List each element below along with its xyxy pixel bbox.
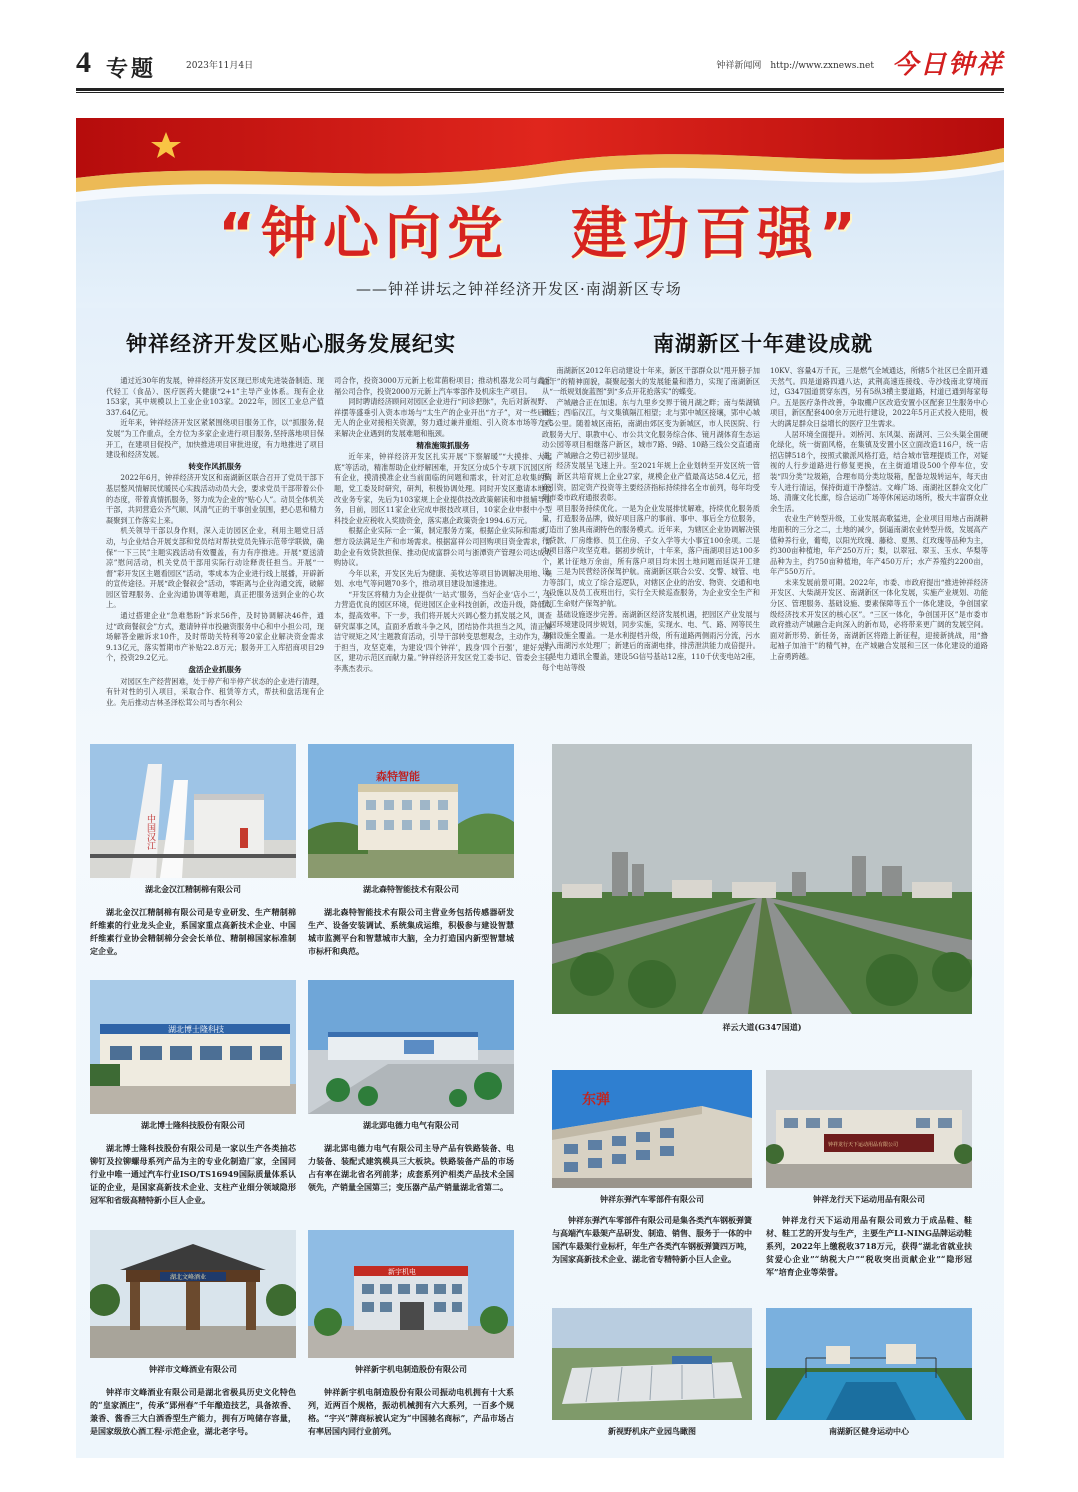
svg-text:森特智能: 森特智能 [376, 770, 420, 783]
svg-text:钟祥龙行天下运动用品有限公司: 钟祥龙行天下运动用品有限公司 [828, 1142, 899, 1148]
special-subheadline: ——钟祥讲坛之钟祥经济开发区·南湖新区专场 [356, 280, 682, 298]
photo-xinshiye [552, 1308, 752, 1420]
photo-description: 钟祥龙行天下运动用品有限公司致力于成品鞋、鞋材、鞋工艺的开发与生产，主要生产LI-NING品牌运动鞋系列，2022年上缴税收3718万元，获得“湖北省就业扶贫爱心企业”“纳税大户”“税收突出贡献企业”“隐形冠军”培育企业等荣誉。 [766, 1215, 972, 1277]
left-article-col1 [106, 376, 324, 736]
svg-text:中国汉江: 中国汉江 [145, 814, 155, 850]
svg-text:湖北文峰酒业: 湖北文峰酒业 [170, 1274, 207, 1281]
masthead-rule [76, 88, 1004, 91]
photo-caption: 湖北金汉江精制棉有限公司 [145, 884, 241, 894]
paragraph: 近年来，钟祥经济开发区紧紧围绕项目服务工作，以“抓服务,促发展”为工作重点，全方位为多家企业进行项目服务,坚持落地项目保开工，在建项目促投产，加快推进项目审批进度，有力地推进了项目建设和经济发展。 [106, 418, 324, 460]
photo-description: 钟祥东弹汽车零部件有限公司是集各类汽车钢板弹簧与高端汽车悬架产品研发、制造、销售、服务于一体的中国汽车悬架行业标杆，年生产各类汽车钢板弹簧四万吨，为国家高新技术企业、湖北省专精特新小巨人企业。 [552, 1215, 752, 1264]
left-article-title: 钟祥经济开发区贴心服务发展纪实 [126, 332, 456, 356]
photo-longxing [766, 1070, 972, 1188]
paragraph: 农业生产转型升级，工业发展高歌猛进，企业项目用地占南湖耕地面积的三分之二，土地的减少，倒逼南湖农业转型升级，发展高产值种养行业，葡萄，以阳光玫瑰、藤稔、夏黑、红玫瑰等品种为主，约300亩种植地，年产250万斤；梨，以翠冠、翠玉、玉水、华梨等品种为主，约750亩种植地，年产450万斤；水产养殖约2200亩，年产550万斤。 [770, 514, 988, 577]
right-article-col2 [770, 366, 988, 736]
newspaper-logo: 今日钟祥 [891, 50, 1004, 80]
masthead-rule-thin [76, 92, 1004, 93]
paragraph: “开发区将精力为企业提供‘一站式’服务，当好企业‘店小二’，全力营造优良的园区环境，促进园区企业科技创新，改造升级，降低成本，提高效率。下一步，我们将开展大兴调心整力抓发展之风，调查研究谋事之风，直面矛盾敢斗争之风，团结协作共担当之风，清正廉洁守规矩之风’主题教育活动，引导干部转变思想观念，主动作为，勇于担当，攻坚克难，为建设‘四个钟祥’，践身‘四个百强’，建好先行区，建功示范区而献力量。”钟祥经济开发区党工委书记、管委会主任李燕杰表示。 [334, 589, 552, 674]
photo-yingdian [308, 980, 514, 1114]
page-number: 4 [76, 46, 91, 79]
paragraph: 通过近30年的发展，钟祥经济开发区现已形成先进装备制造、现代轻工（食品）、医疗医药大健康“2+1”主导产业体系。现有企业153家，其中规模以上工业企业103家。2022年，园区工业总产值337.64亿元。 [106, 376, 324, 417]
photo-caption: 钟祥龙行天下运动用品有限公司 [813, 1194, 925, 1204]
masthead [76, 42, 1004, 90]
photo-caption: 新视野机床产业园鸟瞰图 [608, 1426, 696, 1436]
special-section [76, 118, 1004, 1458]
paragraph: 今年以来，开发区先后为健康、美牧达等项目协调解决用地、规划、水电气等问题70多个，推动项目建设加速推进。 [334, 568, 552, 589]
paragraph: 司合作，投资3000万元新上松茸菌粉项目；推动机器龙公司与鑫宏福公司合作，投资2000万元新上汽车零部件及机床生产项目。 [334, 376, 552, 396]
paragraph: 基础设施逐步完善。南湖新区经济发展机遇，把园区产业发展与人居环境建设同步规划，同步实施，实现水、电、气、路、网等民生基础设施全覆盖。一是水利提档升级，所有道路两侧雨污分流，污水进入南湖污水处理厂；新建后的南湖电排，排涝泄洪能力成倍提升。二是电力通讯全覆盖，建设5G信号基站12座，110千伏变电站2座，每个电站等级 [542, 609, 760, 672]
photo-caption: 钟祥新宇机电制造股份有限公司 [355, 1364, 467, 1374]
svg-text:东弹: 东弹 [582, 1092, 610, 1108]
website-link[interactable]: 钟祥新闻网 http://www.zxnews.net [716, 61, 874, 71]
paragraph: 对园区生产经营困难，处于停产和半停产状态的企业进行清理，有针对性的引入项目，采取合作、租赁等方式，帮扶和盘活现有企业。先后推动吉林圣泽松茸公司与香尔利公 [106, 676, 324, 707]
photo-description: 湖北郢电德力电气有限公司主导产品有铁路装备、电力装备、装配式建筑模具三大板块。铁路装备产品的市场占有率在湖北省名列前茅；成套系列沪相类产品技术全国领先，产销量全国第三；变压器产品产销量湖北省第二。 [308, 1143, 514, 1192]
photo-jinhanjiang [90, 744, 296, 878]
paragraph: 2022年6月，钟祥经济开发区和南湖新区联合召开了党员干部下基层整风情解民忧暖民心实践活动动员大会，要求党员干部带着公仆的态度，带着真情抓服务，努力成为企业的“贴心人”。动员全体机关干部，共同营造公齐气顺、风清气正的干事创业氛围，把心思和精力凝聚到工作落实上来。 [106, 473, 324, 525]
section-subheading: 精准施策抓服务 [416, 440, 470, 450]
paragraph: 产城融合正在加速。东与九里乡交界于镜月湖之畔；南与柴湖镇毗连；西临汉江，与文集镇隔江相望；北与郢中城区接壤，郢中心城区5公里。随着城区南拓，南湖由郊区变为新城区，市人民医院、行政服务大厅、职教中心、市公共文化服务综合体、镜月湖体育生态运动公园等项目相继落户新区，城市7路、9路、10路三线公交直通南湖，产城融合之势已初步显现。 [542, 397, 760, 460]
paragraph: 经济发展呈飞速上升。至2021年规上企业划转至开发区统一管理，新区共培育规上企业27家，规模企业产值最高达58.4亿元，招商引资，固定资产投资等主要经济指标持续排名全市前列，每年均受到市委市政府通报表彰。 [542, 461, 760, 503]
photo-caption: 祥云大道(G347国道) [722, 1022, 802, 1032]
paragraph: 人居环境全面提升。刘桥河、东风渠、南湖河、三公头渠全面硬化绿化，统一街面风格，在集镇及安置小区立面改造116户，统一店招店牌518个，按照式徽派风格打造，结合城市管理提质工作，对疑视的人行步道路进行修复更换，在主街道增设500个停车位，安装“四分类”垃圾箱，合理布局分类垃圾箱，配备垃圾转运车，每天由专人进行清运，保持街道干净整洁。文峰广场、南湖社区群众文化广场、清廉文化长廊，综合运动广场等休闲运动场所，极大丰富群众业余生活。 [770, 429, 988, 513]
special-headline: “钟心向党 建功百强” [218, 202, 862, 267]
section-title: 专题 [106, 56, 157, 82]
paragraph: 未来发展前景可期。2022年，市委、市政府提出“推进钟祥经济开发区、大柴湖开发区、南湖新区一体化发展，实施产业规划、功能分区、管理服务、基础设施、要素保障等五个一体化建设，争创国家级经济技术开发区的核心区”。“三区一体化，争创国开区”是市委市政府推动产城融合走向深入的新布局，必将带来更广阔的发展空间。面对新形势、新任务，南湖新区将踏上新征程，迎接新挑战，用“撸起袖子加油干”的精气神，在产城融合发展和三区一体化建设的道路上奋勇跨越。 [770, 577, 988, 662]
right-article-title: 南湖新区十年建设成就 [653, 332, 873, 356]
photo-boshilong [90, 980, 296, 1114]
photo-sente [308, 744, 514, 878]
paragraph: 近年来，钟祥经济开发区扎实开展“下察解暖”“大摸排、大起底”等活动，精准帮助企业纾解困难，开发区分成5个专项下沉园区所有企业，摸清摸准企业当前面临的问题和需求，针对汇总收集的问题，党工委及时研究，研判，积极协调处理。同时开发区邀请本地技改业务专家，先后为103家规上企业提供技改政策解读和申报辅导服务，目前，园区11家企业完成申报技改项目，10家企业申报中小型科技企业应税收入奖励资金，落实惠企政策资金1994.6万元。 [334, 452, 552, 525]
svg-text:湖北博士隆科技: 湖北博士隆科技 [168, 1025, 224, 1034]
paragraph: 根据企业实际一企一策，制定服务方案，根据企业实际和需求，想方设法满足生产和市场需求。根据富祥公司回购项目资金需求，帮助企业有效贷款担保、推动促成富群公司与浙潭资产管理公司达成收购协议。 [334, 526, 552, 568]
photo-xinyu [308, 1230, 514, 1358]
paragraph: 同时聘请经济顾问对园区企业进行“问诊把脉”，先后对新视野、祥摆等盛垂引入资本市场与“太生产的企业开出“方子”，对一些后继无人的企业对接相关资源，努力通过兼并重组、引入资本市场等方式来解决企业遇到的发展难题和瓶颈。 [334, 397, 552, 438]
paragraph: 机关领导干部以身作则，深入走访园区企业，利用主题党日活动，与企业结合开展支部和党员结对帮扶党员先锋示范带学联做，确保“一下三民”主题实践活动有效覆盖，有力有序推进。开展“夏送清凉”慰问活动，机关党员干部用实际行动诠释责任担当。开展“一督”彩开发区主题看园区”活动，零成本为企业进行线上展播，开辟新的宣传途径。开展“政企餐叙会”活动，零距离与企业沟通交流，破解园区管理服务、企业沟通协调等难题，真正把服务送到企业的心坎上。 [106, 526, 324, 610]
photo-description: 钟祥新宇机电制造股份有限公司振动电机拥有十大系列，近两百个规格，振动机械拥有六大系列，一百多个规格。“宇兴”牌商标被认定为“中国驰名商标”，产品市场占有率居国内同行业前列。 [308, 1387, 514, 1436]
paragraph: 南湖新区2012年启动建设十年来，新区干部群众以“甩开膀子加油干”的精神面貌，凝聚起强大的发展能量和潜力，实现了南湖新区从“一纸规划旋蓝图”到“多点开花抢落实”的蝶变。 [542, 366, 760, 397]
photo-caption: 南湖新区健身运动中心 [829, 1426, 909, 1436]
photo-description: 湖北金汉江精制棉有限公司是专业研发、生产精制棉纤维素的行业龙头企业，系国家重点高新技术企业、中国纤维素行业协会精制棉分会会长单位、精制棉国家标准制定企业。 [90, 907, 296, 956]
banner [76, 118, 1004, 308]
photo-xiangyun-avenue [552, 744, 972, 1014]
paragraph: 项目服务持续优化。一是为企业发展排忧解难，持续优化服务质量，打造服务品牌，做好项目落户的事前、事中、事后全方位服务，打造出了独具南湖特色的服务模式。近年来，为辖区企业协调解决银行贷款、厂房维修、员工住房、子女入学等大小事宜100余项。二是为项目落户攻坚克难。据初步统计，十年来，落户南湖项目达100多个，累计征地万余亩，所有落户项目均未因土地问题而延误开工建设。三是为民营经济保驾护航。南湖新区联合公安、交警、城管、电力等部门，成立了综合巡逻队，对辖区企业的治安、物资、交通和电力设施以及员工夜班出行，实行全天候巡查服务，为企业安全生产和员工生命财产保驾护航。 [542, 503, 760, 609]
paragraph: 10KV、容量4万千瓦，三是燃气全域通达，所辖5个社区已全面开通天然气。四是道路四通八达，武荆高速连接线、寺沙线南北穿境而过，G347国道贯穿东西，另有5纵3横主要道路，村道已通到每家每户。五是医疗条件改善，争取棚户区改造安置小区配套卫生服务中心项目，新区配套400余万元进行建设，2022年5月正式投入使用，极大的满足群众日益增长的医疗卫生需求。 [770, 366, 988, 428]
right-article-col1 [542, 366, 760, 736]
paragraph: 通过搭建企业“急难愁盼”诉求56件，及时协调解决46件，通过“政商餐叙会”方式，邀请钟祥市投融资服务中心和中小担公司，现场解答金融诉求10件，及时帮助关特利等20家企业解决资金需求9.13亿元，落实暂期市产补贴22.8万元；服务开工入库招商项目29个，投资29.2亿元。 [106, 611, 324, 663]
photo-description: 湖北森特智能技术有限公司主营业务包括传感器研发生产、设备安装调试、系统集成运维，积极参与建设智慧城市监测平台和智慧城市大脑，全力打造国内新型智慧城市标杆和典范。 [308, 907, 514, 956]
issue-date: 2023年11月4日 [186, 61, 254, 71]
photo-dongtan [552, 1070, 752, 1188]
section-subheading: 转变作风抓服务 [188, 461, 242, 471]
photo-caption: 钟祥东弹汽车零部件有限公司 [600, 1194, 704, 1204]
photo-caption: 湖北郢电德力电气有限公司 [363, 1120, 459, 1130]
svg-text:新宇机电: 新宇机电 [388, 1268, 416, 1276]
section-subheading: 盘活企业抓服务 [188, 665, 242, 675]
photo-fitness-center [766, 1308, 972, 1420]
photo-wenfeng [90, 1230, 296, 1358]
left-article-col2 [334, 376, 552, 736]
photo-caption: 湖北博士隆科技股份有限公司 [141, 1120, 245, 1130]
photo-description: 湖北博士隆科技股份有限公司是一家以生产各类抽芯铆钉及拉铆螺母系列产品为主的专业化制造厂家，全国同行业中唯一通过汽车行业ISO/TS16949国际质量体系认证的企业，是国家高新技术企业、支柱产业细分领域隐形冠军和省级高精特新小巨人企业。 [90, 1143, 296, 1205]
photo-description: 钟祥市文峰酒业有限公司是湖北省极具历史文化特色的“皇家酒庄”，传承“郢州春”千年酿造技艺，具备浓香、兼香、酱香三大白酒香型生产能力，拥有万吨储存容量，是国家级放心酒工程·示范企业，湖北老字号。 [90, 1387, 296, 1436]
photo-caption: 钟祥市文峰酒业有限公司 [149, 1364, 237, 1374]
photo-caption: 湖北森特智能技术有限公司 [363, 884, 459, 894]
